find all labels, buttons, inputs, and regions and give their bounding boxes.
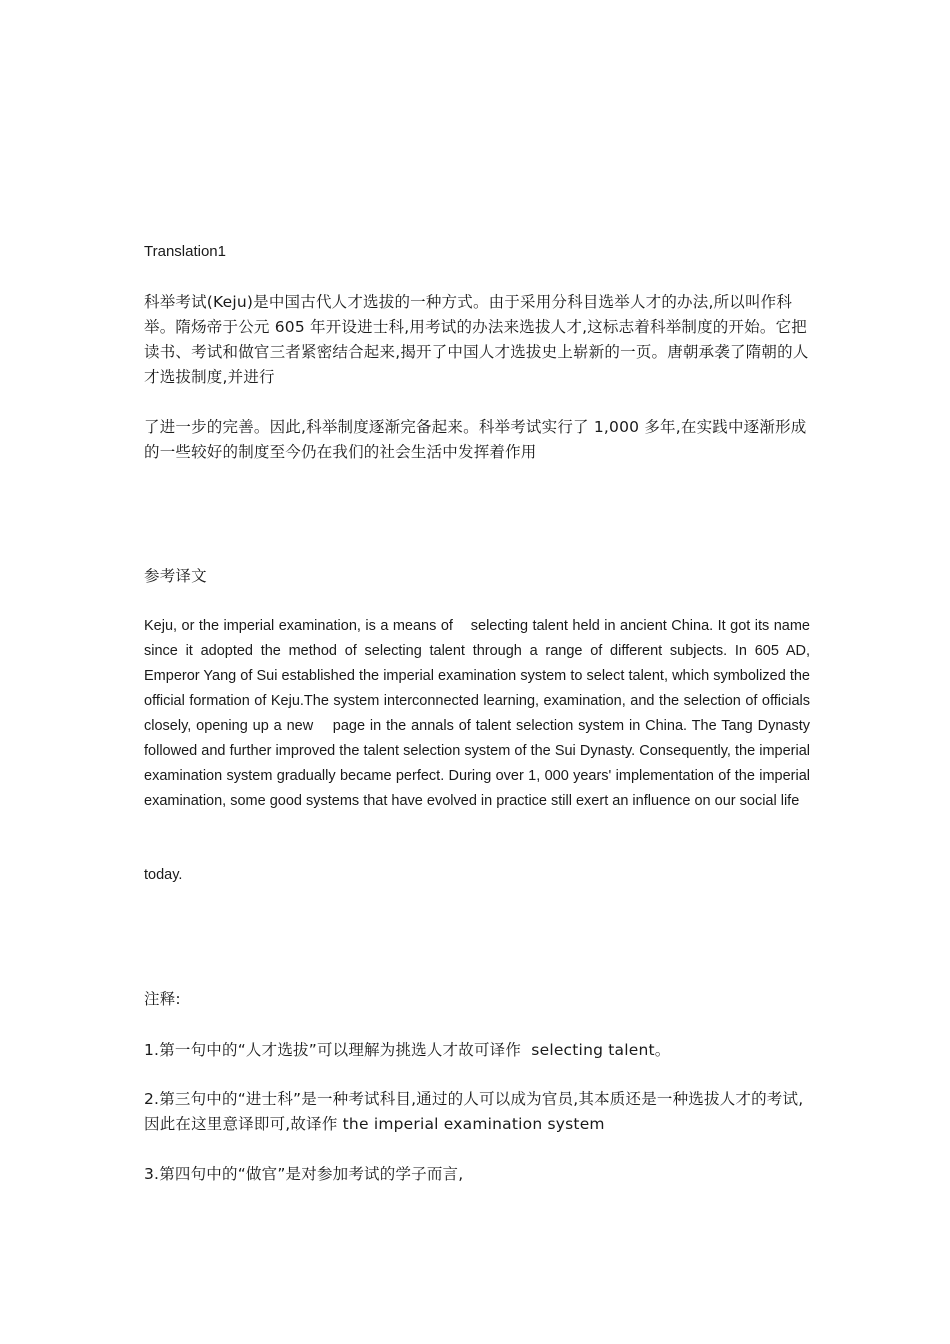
- note-2: 2.第三句中的“进士科”是一种考试科目,通过的人可以成为官员,其本质还是一种选拔人才的考试,因此在这里意译即可,故译作 the imperial examination system: [144, 1090, 804, 1133]
- reference-paragraph-1: Keju, or the imperial examination, is a means of selecting talent held in ancient China. It got its name since it adopted the method of selecting talent through a range of different subjects. In 605 AD, Emperor Yang of Sui established the imperial examination system to select talent, which symbolized the official formation of Keju.The system interconnected learning, examination, and the selection of officials closely, opening up a new page in the annals of talent selection system in China. The Tang Dynasty followed and further improved the talent selection system of the Sui Dynasty. Consequently, the imperial examination system gradually became perfect. During over 1, 000 years' implementation of the imperial examination, some good systems that have evolved in practice still exert an influence on our social life: [144, 618, 815, 809]
- reference-paragraph-2: today.: [144, 867, 183, 883]
- source-paragraph-1: 科举考试(Keju)是中国古代人才选拔的一种方式。由于采用分科目选举人才的办法,所以叫作科举。隋炀帝于公元 605 年开设进士科,用考试的办法来选拔人才,这标志着科举制度的开始。它把读书、考试和做官三者紧密结合起来,揭开了中国人才选拔史上崭新的一页。唐朝承袭了隋朝的人才选拔制度,并进行: [144, 293, 809, 386]
- document-title: Translation1: [144, 243, 226, 260]
- source-paragraph-2: 了进一步的完善。因此,科举制度逐渐完备起来。科举考试实行了 1,000 多年,在实践中逐渐形成的一些较好的制度至今仍在我们的社会生活中发挥着作用: [144, 418, 807, 461]
- note-3: 3.第四句中的“做官”是对参加考试的学子而言,: [144, 1165, 464, 1183]
- notes-heading: 注释:: [144, 990, 181, 1008]
- note-1: 1.第一句中的“人才选拔”可以理解为挑选人才故可译作 selecting talent。: [144, 1041, 671, 1059]
- reference-heading: 参考译文: [144, 567, 207, 585]
